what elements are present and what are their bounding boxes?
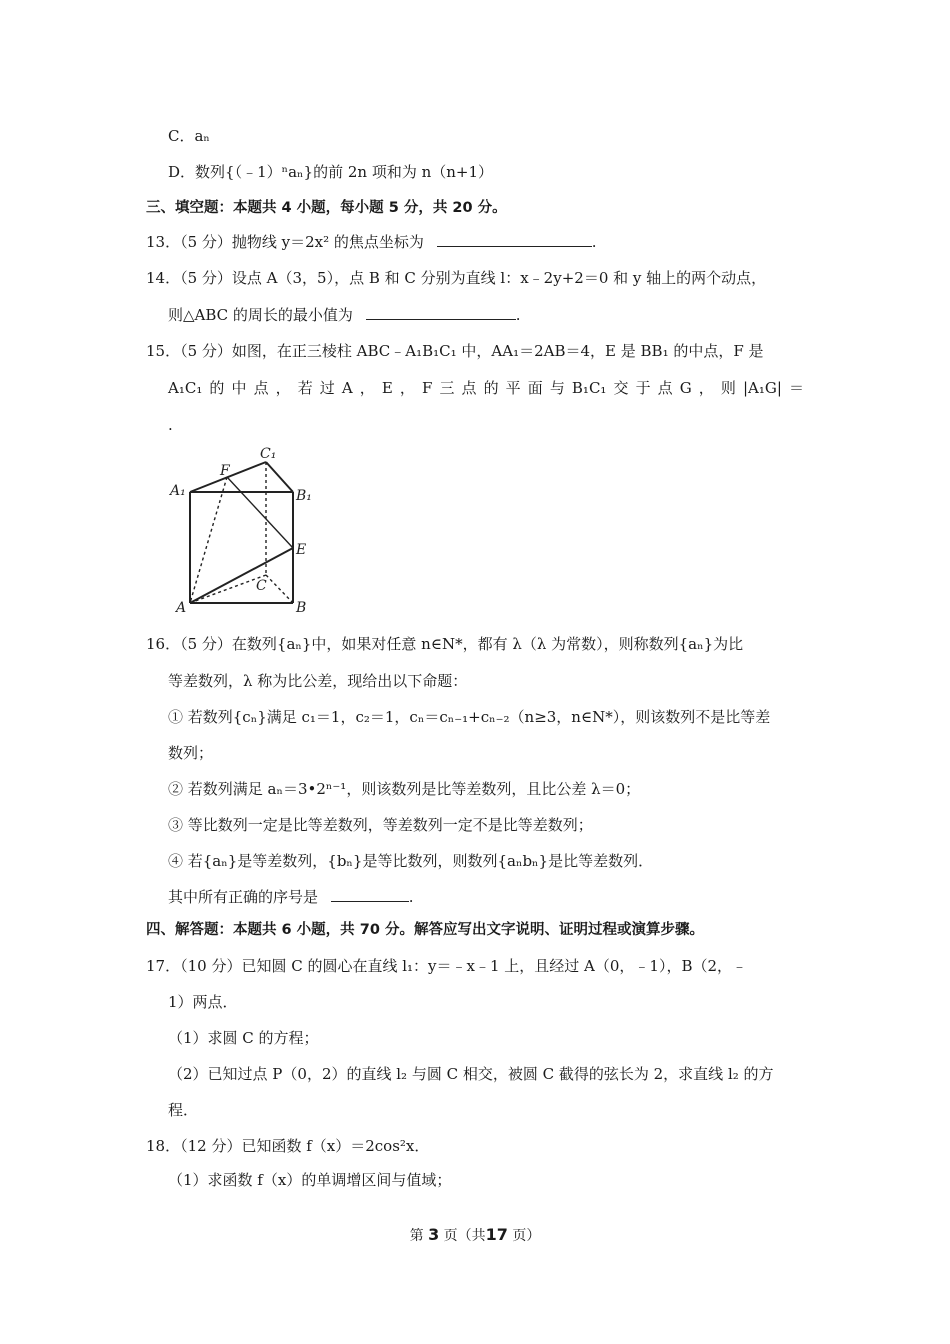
q15-line-2-token: 的 [209,379,225,397]
q16-line-1: 16．（5 分）在数列{aₙ}中，如果对任意 n∈N*，都有 λ（λ 为常数），则称数列{aₙ}为比 [146,635,744,653]
total-pages: 17 [485,1225,508,1244]
q15-line-2-token: 则 [720,379,736,397]
segment-fe [227,477,293,548]
section-3-heading: 三、填空题：本题共 4 小题，每小题 5 分，共 20 分。 [146,200,507,216]
section-4-heading: 四、解答题：本题共 6 小题，共 70 分。解答应写出文字说明、证明过程或演算步骤。 [146,922,704,938]
q15-line-2-token: ， [698,379,714,397]
q15-line-2-token: 点 [461,379,477,397]
q15-line-2-token: ， [275,379,291,397]
q15-line-2-token: |A₁G| [742,379,782,397]
q13-text: 13．（5 分）抛物线 y＝2x² 的焦点坐标为 [146,233,424,251]
q14-line-1: 14．（5 分）设点 A（3，5），点 B 和 C 分别为直线 l：x﹣2y+2＝0 和 y 轴上的两个动点， [146,269,767,287]
q16-proposition-1: ① 若数列{cₙ}满足 c₁＝1，c₂＝1，cₙ＝cₙ₋₁+cₙ₋₂（n≥3，n∈N*），则该数列不是比等差 [168,708,771,726]
q17-part-2: （2）已知过点 P（0，2）的直线 l₂ 与圆 C 相交，被圆 C 截得的弦长为 2，求直线 l₂ 的方 [168,1065,774,1083]
q15-line-2 [168,378,804,398]
label-f: F [220,463,230,479]
q15-line-2-token: 于 [635,379,651,397]
q15-line-2-token: F [421,379,433,397]
q17-part-2-cont: 程． [168,1101,199,1119]
q15-line-2-token: 交 [613,379,629,397]
q16-proposition-2: ② 若数列满足 aₙ＝3•2ⁿ⁻¹，则该数列是比等差数列，且比公差 λ＝0； [168,780,641,798]
q15-line-2-token: 过 [319,379,335,397]
q15-line-2-token: A [341,379,353,397]
q15-line-2-token: 点 [253,379,269,397]
q15-line-2-token: G [679,379,692,397]
q16-proposition-3: ③ 等比数列一定是比等差数列，等差数列一定不是比等差数列； [168,816,593,834]
label-c: C [256,578,267,594]
option-c: C．aₙ [168,127,210,145]
q15-line-2-token: 若 [297,379,313,397]
q15-line-2-token: 中 [231,379,247,397]
q13-end: . [591,233,597,251]
q18-line-1: 18．（12 分）已知函数 f（x）＝2cos²x． [146,1137,430,1155]
q15-line-3: . [168,416,173,434]
edge-cb-hidden [266,575,293,603]
segment-fa-hidden [190,477,227,603]
answer-blank [366,305,516,320]
q16-proposition-1-cont: 数列； [168,744,214,762]
answer-blank [437,232,592,247]
q15-line-2-token: 点 [657,379,673,397]
footer-suffix: 页） [512,1228,541,1244]
q15-line-2-token: A₁C₁ [168,379,203,397]
q15-line-2-token: ， [359,379,375,397]
q15-line-2-token: B₁C₁ [571,379,607,397]
q15-line-2-token: 面 [527,379,543,397]
q15-line-2-token: 三 [439,379,455,397]
q16-end: . [408,888,414,906]
q15-line-2-token: 平 [505,379,521,397]
option-d: D．数列{（﹣1）ⁿaₙ}的前 2n 项和为 n（n+1） [168,163,494,181]
q16-ask [168,887,414,907]
footer-prefix: 第 [409,1228,424,1244]
page-number: 3 [428,1225,440,1244]
label-a1: A₁ [170,483,186,499]
question-13 [146,232,597,252]
answer-blank [331,887,409,902]
q15-line-1: 15．（5 分）如图，在正三棱柱 ABC﹣A₁B₁C₁ 中，AA₁＝2AB＝4，E 是 BB₁ 的中点，F 是 [146,342,764,360]
label-b: B [296,600,307,616]
edge-ac-hidden [190,575,266,603]
q14-text: 则△ABC 的周长的最小值为 [168,306,353,324]
q16-ask-text: 其中所有正确的序号是 [168,888,319,906]
q15-line-2-token: ， [399,379,415,397]
edge-c1b1 [266,462,293,492]
triangular-prism-figure [168,442,328,620]
segment-ae [190,548,293,603]
label-b1: B₁ [296,488,312,504]
q18-part-1: （1）求函数 f（x）的单调增区间与值域； [168,1171,452,1189]
q15-line-2-token: 的 [483,379,499,397]
label-a: A [176,600,187,616]
q17-part-1: （1）求圆 C 的方程； [168,1029,319,1047]
q16-proposition-4: ④ 若{aₙ}是等差数列，{bₙ}是等比数列，则数列{aₙbₙ}是比等差数列． [168,852,654,870]
q15-line-2-token: 与 [549,379,565,397]
q14-line-2 [168,305,520,325]
q16-line-2: 等差数列，λ 称为比公差，现给出以下命题： [168,672,468,690]
footer-middle: 页（共 [443,1228,486,1244]
q17-line-1: 17．（10 分）已知圆 C 的圆心在直线 l₁：y＝﹣x﹣1 上，且经过 A（0，﹣1），B（2，﹣ [146,957,748,975]
q14-end: . [515,306,521,324]
q15-line-2-token: ＝ [788,379,804,397]
q15-line-2-token: E [381,379,393,397]
label-c1: C₁ [260,446,277,462]
label-e: E [296,542,307,558]
page-footer [0,1225,950,1245]
q17-line-2: 1）两点． [168,993,238,1011]
